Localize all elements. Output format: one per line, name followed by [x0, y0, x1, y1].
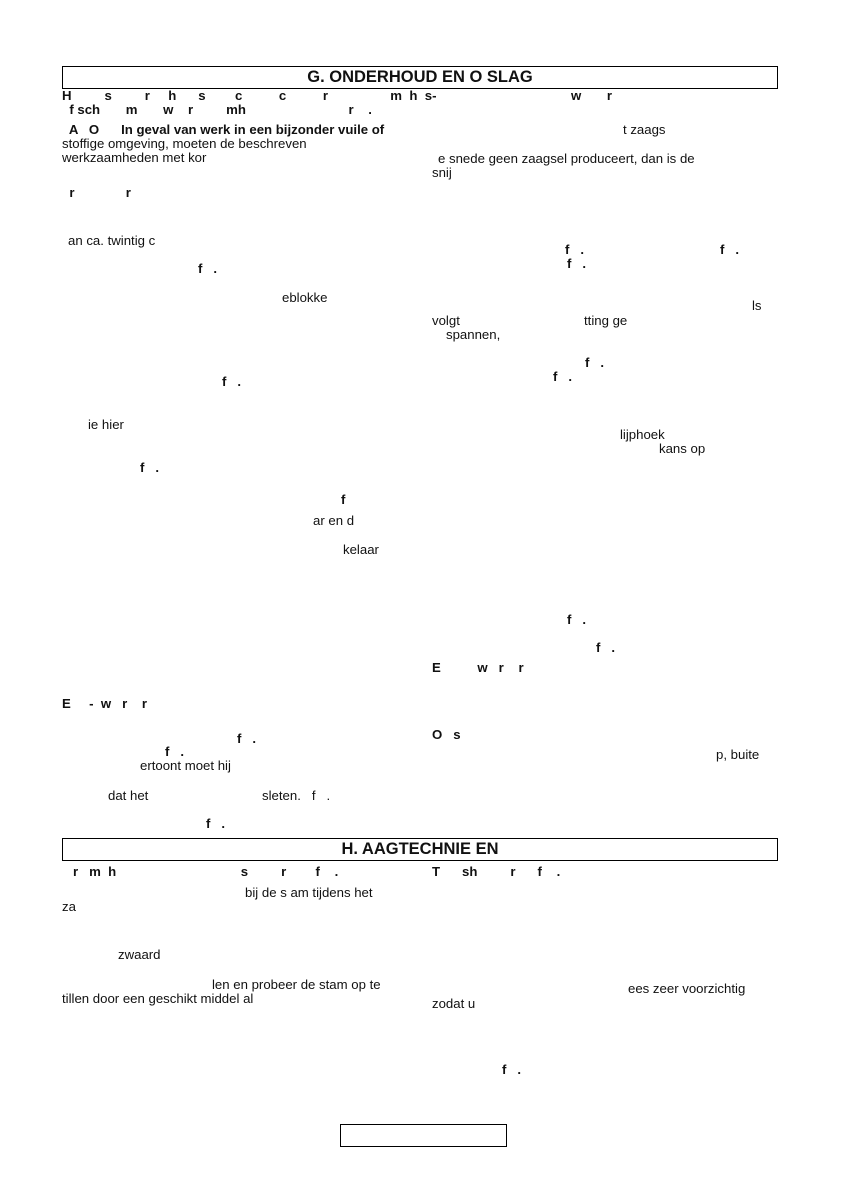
section-h-left-line-4: zwaard: [118, 947, 161, 962]
section-g-right-line-8: ls: [752, 298, 762, 313]
section-h-left-line-3: za: [62, 899, 76, 914]
section-g-left-line-1: H s r h s c c r m h s-: [62, 88, 437, 103]
page-number-box: [340, 1124, 507, 1147]
section-h-left-line-1: r m h s r f .: [62, 864, 339, 879]
section-g-right-line-17: f .: [596, 640, 616, 655]
section-g-left-line-3: A O In geval van werk in een bijzonder vuile of: [62, 122, 385, 137]
section-g-right-line-14: lijphoek: [620, 427, 665, 442]
section-g-left-line-10: f .: [222, 374, 242, 389]
section-g-right-line-18: E w r r: [432, 660, 524, 675]
section-g-left-line-11: ie hier: [88, 417, 124, 432]
section-h-left-line-5: len en probeer de stam op te: [212, 977, 381, 992]
section-h-right-line-2: ees zeer voorzichtig: [628, 981, 746, 996]
section-g-left-line-2: f sch m w r mh r .: [62, 102, 372, 117]
section-g-right-line-13: f .: [553, 369, 573, 384]
section-g-left-line-5: werkzaamheden met kor: [62, 150, 207, 165]
section-h-left-line-6: tillen door een geschikt middel al: [62, 991, 254, 1006]
section-g-left-line-19: ertoont moet hij: [140, 758, 231, 773]
section-g-right-line-2: t zaags: [623, 122, 666, 137]
section-g-left-line-20: dat het: [108, 788, 149, 803]
section-g-left-line-14: ar en d: [313, 513, 355, 528]
section-g-right-line-1: w r: [571, 88, 613, 103]
section-g-right-line-15: kans op: [659, 441, 706, 456]
section-g-right-line-3: e snede geen zaagsel produceert, dan is de: [438, 151, 695, 166]
section-g-right-line-19: O s: [432, 727, 461, 742]
section-g-right-line-16: f .: [567, 612, 587, 627]
section-g-left-line-8: f .: [198, 261, 218, 276]
section-g-left-line-13: f: [341, 492, 346, 507]
section-g-right-line-20: p, buite: [716, 747, 760, 762]
section-g-right-line-6: f .: [720, 242, 740, 257]
section-h-title: H. AAGTECHNIE EN: [62, 838, 778, 861]
section-g-right-line-9: volgt: [432, 313, 460, 328]
section-g-left-line-12: f .: [140, 460, 160, 475]
section-g-left-line-6: r r: [62, 185, 131, 200]
section-g-right-line-11: spannen,: [446, 327, 501, 342]
section-g-left-line-18: f .: [165, 744, 185, 759]
section-g-right-line-5: f .: [565, 242, 585, 257]
section-g-left-line-22: f .: [206, 816, 226, 831]
section-h-left-line-2: bij de s am tijdens het: [245, 885, 373, 900]
section-g-right-line-7: f .: [567, 256, 587, 271]
section-h-right-line-3: zodat u: [432, 996, 476, 1011]
section-g-left-line-16: E - w r r: [62, 696, 148, 711]
section-h-right-line-4: f .: [502, 1062, 522, 1077]
section-h-right-line-1: T sh r f .: [432, 864, 561, 879]
section-g-title: G. ONDERHOUD EN O SLAG: [62, 66, 778, 89]
section-g-left-line-15: kelaar: [343, 542, 379, 557]
section-g-left-line-9: eblokke: [282, 290, 328, 305]
section-g-right-line-10: tting ge: [584, 313, 628, 328]
section-g-left-line-21: sleten. f .: [262, 788, 331, 803]
section-g-left-line-7: an ca. twintig c: [68, 233, 156, 248]
section-g-right-line-4: snij: [432, 165, 452, 180]
section-g-left-line-17: f .: [237, 731, 257, 746]
section-g-right-line-12: f .: [585, 355, 605, 370]
section-g-left-line-4: stoffige omgeving, moeten de beschreven: [62, 136, 307, 151]
